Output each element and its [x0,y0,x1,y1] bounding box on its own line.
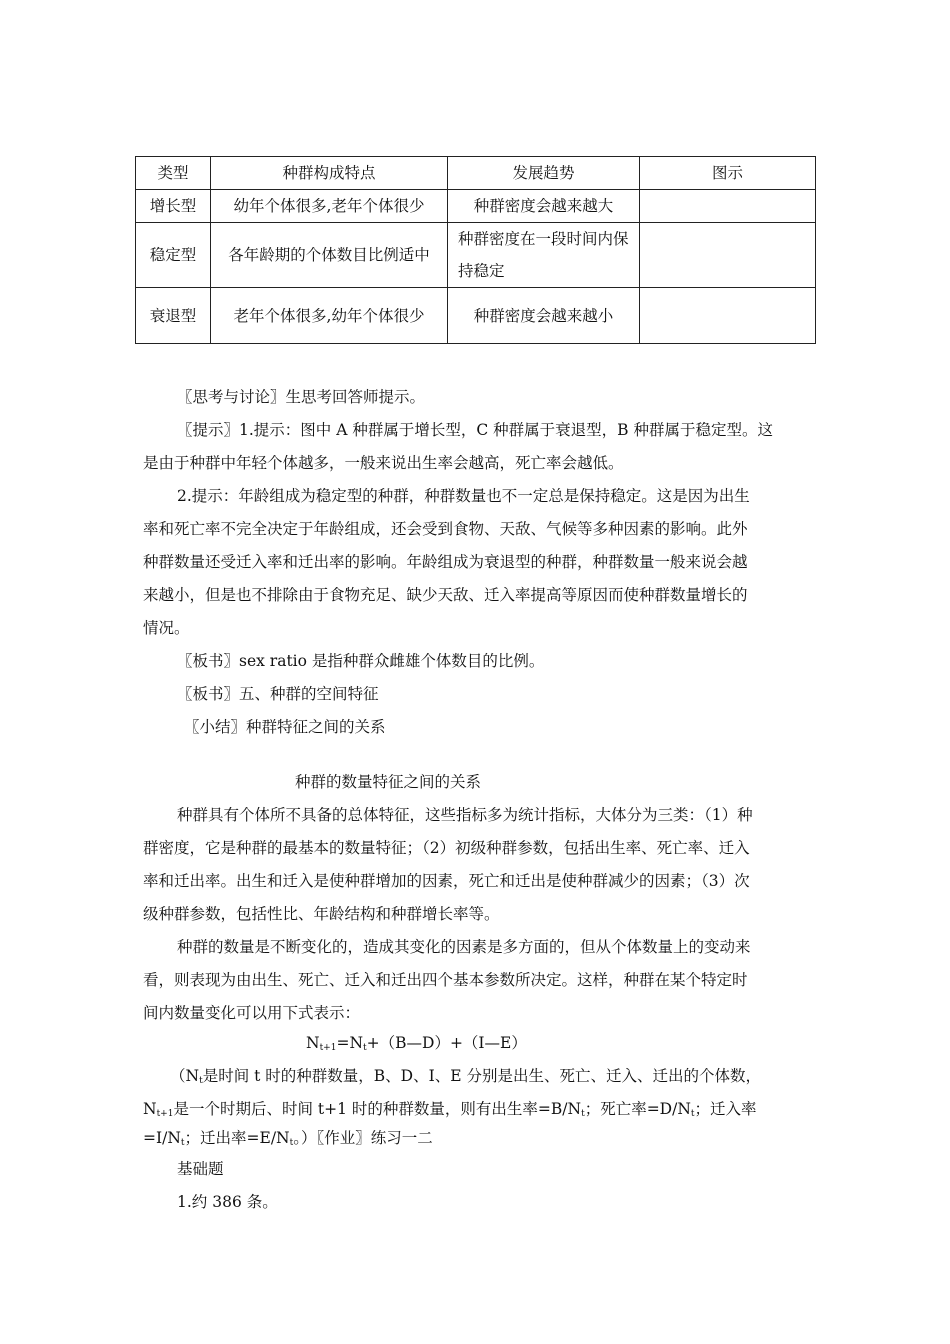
think-discuss-line: 〖思考与讨论〗生思考回答师提示。 [177,388,426,406]
hint2-line5: 情况。 [143,619,190,637]
hint2-line1: 2.提示：年龄组成为稳定型的种群，种群数量也不一定总是保持稳定。这是因为出生 [177,487,750,505]
para1-line3: 率和迁出率。出生和迁入是使种群增加的因素，死亡和迁出是使种群减少的因素；（3）次 [143,872,750,890]
note-text: =I/N [143,1129,181,1147]
cell-trend: 种群密度会越来越大 [448,190,640,223]
cell-diagram [640,223,816,288]
section-heading: 种群的数量特征之间的关系 [295,773,482,791]
note-sub: t [581,1109,585,1119]
para1-line4: 级种群参数，包括性比、年龄结构和种群增长率等。 [143,905,500,923]
table-row [136,288,816,344]
header-type: 类型 [136,157,211,190]
table-row [136,190,816,223]
hint2-line2: 率和死亡率不完全决定于年龄组成，还会受到食物、天敌、气候等多种因素的影响。此外 [143,520,748,538]
formula-n: N [306,1034,320,1052]
header-trend: 发展趋势 [448,157,640,190]
summary-line: 〖小结〗种群特征之间的关系 [184,718,386,736]
note-text: ；迁入率 [694,1100,757,1118]
cell-trend: 种群密度会越来越小 [448,288,640,344]
cell-trend: 种群密度在一段时间内保持稳定 [448,223,640,288]
formula-rest: +（B—D）+（I—E） [366,1034,527,1052]
note-text: N [143,1100,157,1118]
table-row [136,223,816,288]
note-sub: t [199,1076,203,1086]
cell-composition: 老年个体很多,幼年个体很少 [211,288,448,344]
hint1-line2: 是由于种群中年轻个体越多，一般来说出生率会越高，死亡率会越低。 [143,454,624,472]
note-sub: t [690,1109,695,1119]
note-text: 是一个时期后、时间 t+1 时的种群数量，则有出生率=B/N [173,1100,582,1118]
formula-sub: t [363,1043,367,1053]
cell-type: 稳定型 [136,223,211,288]
board-note-sex-ratio: 〖板书〗sex ratio 是指种群众雌雄个体数目的比例。 [177,652,545,670]
table-header-row [136,157,816,190]
note-text: ；死亡率=D/N [584,1100,691,1118]
note-text: （N [170,1067,200,1085]
header-diagram: 图示 [640,157,816,190]
cell-composition: 各年龄期的个体数目比例适中 [211,223,448,288]
answer-1: 1.约 386 条。 [177,1193,278,1211]
cell-type: 增长型 [136,190,211,223]
para1-line2: 群密度，它是种群的最基本的数量特征；（2）初级种群参数，包括出生率、死亡率、迁入 [143,839,750,857]
note-text: ；迁出率=E/N [184,1129,290,1147]
formula-eq: =N [336,1034,364,1052]
note-text: 。）〖作业〗练习一二 [293,1129,433,1147]
cell-diagram [640,288,816,344]
para2-line3: 间内数量变化可以用下式表示： [143,1004,361,1022]
para2-line2: 看，则表现为由出生、死亡、迁入和迁出四个基本参数所决定。这样，种群在某个特定时 [143,971,748,989]
para2-line1: 种群的数量是不断变化的，造成其变化的因素是多方面的，但从个体数量上的变动来 [177,938,751,956]
note-sub: t+1 [156,1109,174,1119]
hint2-line4: 来越小，但是也不排除由于食物充足、缺少天敌、迁入率提高等原因而使种群数量增长的 [143,586,748,604]
note-text: 是时间 t 时的种群数量，B、D、I、E 分别是出生、死亡、迁入、迁出的个体数， [202,1067,761,1085]
hint2-line3: 种群数量还受迁入率和迁出率的影响。年龄组成为衰退型的种群，种群数量一般来说会越 [143,553,748,571]
cell-diagram [640,190,816,223]
cell-type: 衰退型 [136,288,211,344]
para1-line1: 种群具有个体所不具备的总体特征，这些指标多为统计指标，大体分为三类：（1）种 [177,806,753,824]
age-structure-table [135,156,816,344]
basic-questions-label: 基础题 [177,1160,224,1178]
hint1-line1: 〖提示〗1.提示：图中 A 种群属于增长型，C 种群属于衰退型，B 种群属于稳定型。这 [177,421,773,439]
header-composition: 种群构成特点 [211,157,448,190]
board-note-spatial: 〖板书〗五、种群的空间特征 [177,685,379,703]
cell-composition: 幼年个体很多,老年个体很少 [211,190,448,223]
note-sub: t [289,1138,294,1148]
note-sub: t [180,1138,185,1148]
formula-sub: t+1 [319,1043,337,1053]
